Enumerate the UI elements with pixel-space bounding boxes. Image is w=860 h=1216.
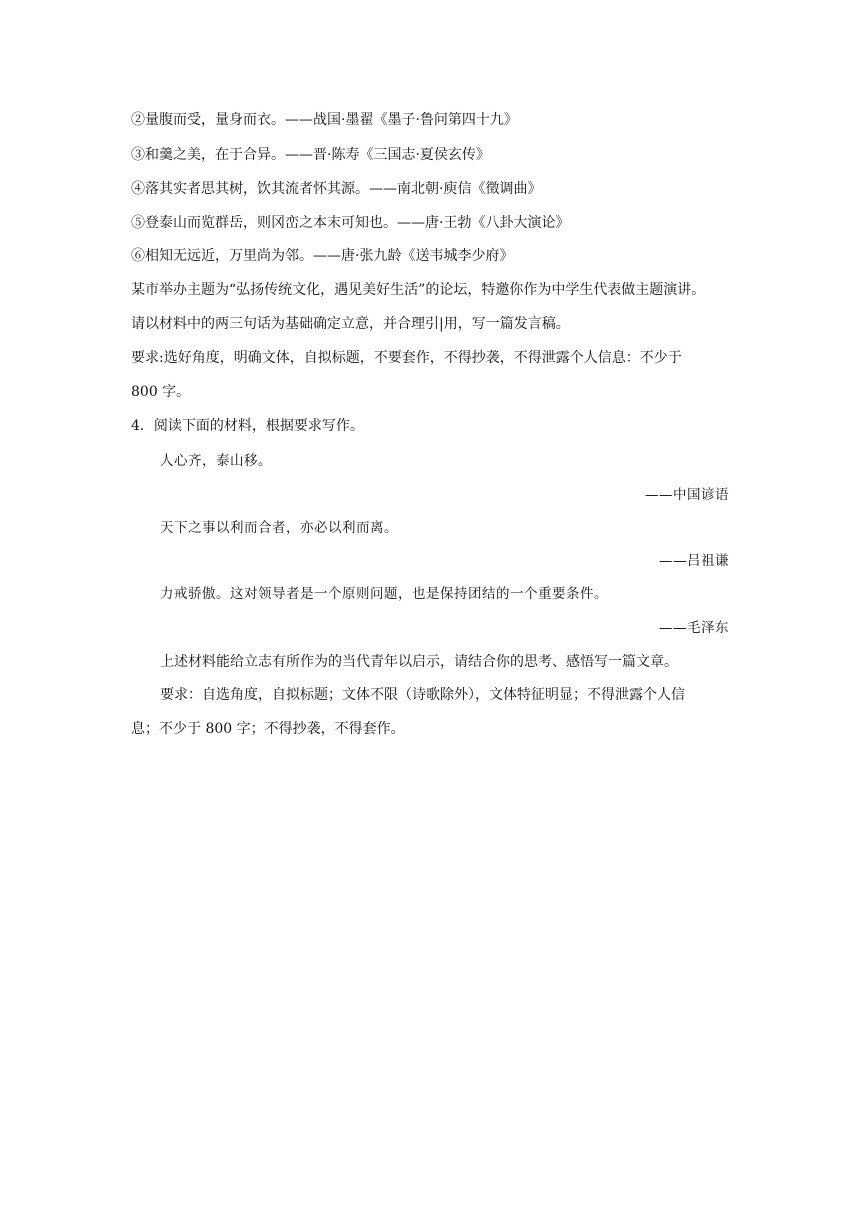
task4-requirement-line-2: 息；不少于 800 字；不得抄袭，不得套作。 (131, 721, 405, 737)
material-3-source: ——毛泽东 (659, 620, 729, 636)
task4-heading: 4．阅读下面的材料，根据要求写作。 (131, 418, 364, 434)
quote-2: ②量腹而受，量身而衣。——战国·墨翟《墨子·鲁问第四十九》 (131, 112, 518, 128)
quote-5: ⑤登泰山而览群岳，则冈峦之本末可知也。——唐·王勃《八卦大演论》 (131, 215, 570, 231)
quote-4: ④落其实者思其树，饮其流者怀其源。——南北朝·庾信《徵调曲》 (131, 181, 542, 197)
quote-6: ⑥相知无远近，万里尚为邻。——唐·张九龄《送韦城李少府》 (131, 248, 514, 264)
task4-instruction: 上述材料能给立志有所作为的当代青年以启示，请结合你的思考、感悟写一篇文章。 (160, 654, 678, 670)
material-2-source: ——吕祖谦 (659, 553, 729, 569)
task3-requirement-line-1: 要求:选好角度，明确文体，自拟标题，不要套作，不得抄袭，不得泄露个人信息：不少于 (131, 350, 682, 366)
material-2: 天下之事以利而合者，亦必以利而离。 (160, 520, 398, 536)
material-3: 力戒骄傲。这对领导者是一个原则问题，也是保持团结的一个重要条件。 (160, 586, 608, 602)
task3-prompt-line-1: 某市举办主题为“弘扬传统文化，遇见美好生活”的论坛，特邀你作为中学生代表做主题演讲。 (131, 282, 706, 298)
task3-prompt-line-2: 请以材料中的两三句话为基础确定立意，并合理引|用，写一篇发言稿。 (131, 316, 570, 332)
material-1-source: ——中国谚语 (645, 487, 729, 503)
task3-requirement-line-2: 800 字。 (131, 384, 191, 400)
material-1: 人心齐，泰山移。 (160, 453, 272, 469)
task4-requirement-line-1: 要求：自选角度，自拟标题；文体不限（诗歌除外），文体特征明显；不得泄露个人信 (160, 687, 685, 703)
quote-3: ③和羹之美，在于合异。——晋·陈寿《三国志·夏侯玄传》 (131, 147, 490, 163)
